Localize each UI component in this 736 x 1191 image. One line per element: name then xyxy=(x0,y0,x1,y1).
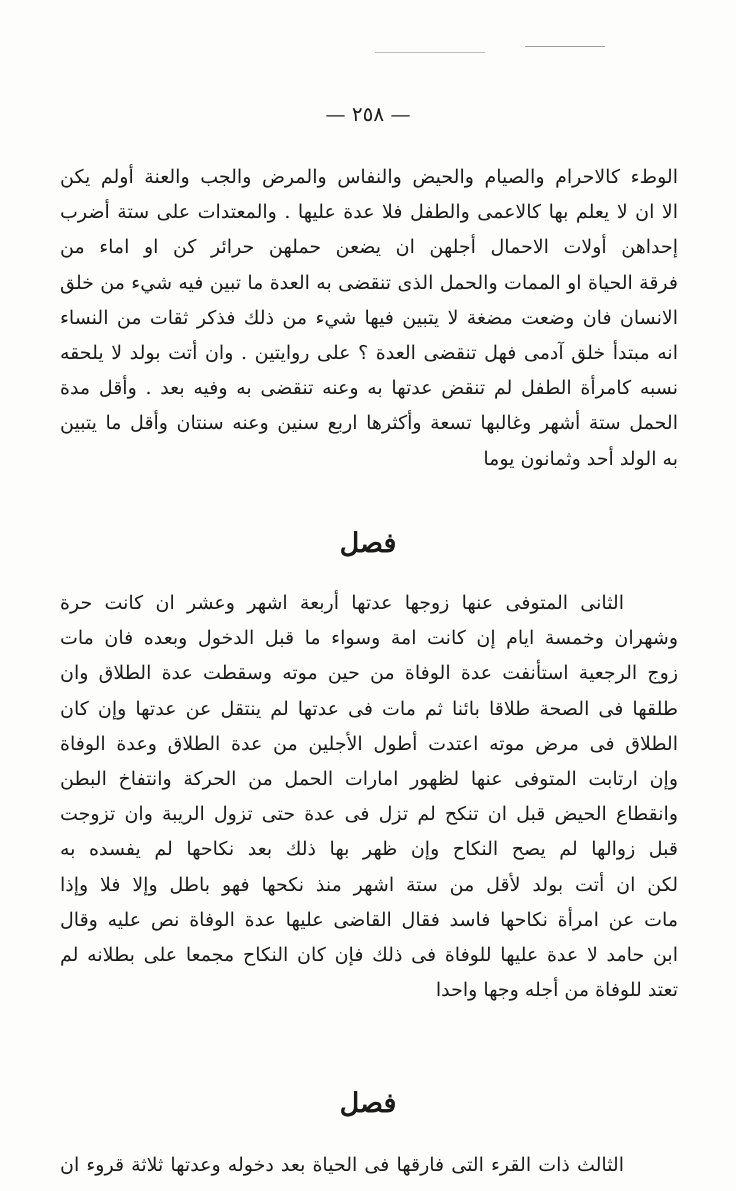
scan-mark-left xyxy=(375,52,485,53)
text-line: الانسان فان وضعت مضغة لا يتبين فيها شيء من ذلك فذكر ثقات من النساء xyxy=(60,306,678,329)
text-line: به الولد أحد وثمانون يوما xyxy=(483,447,678,470)
paragraph-2 xyxy=(60,586,678,1008)
text-line: الوطء كالاحرام والصيام والحيض والنفاس والمرض والجب والعنة أولم يكن xyxy=(60,166,678,188)
text-line: قبل زوالها لم يصح النكاح وإن ظهر بها ذلك بعد نكاحها لم يفسده به xyxy=(60,838,678,861)
page-number: — ٢٥٨ — xyxy=(325,102,411,126)
text-line: مات عن امرأة نكاحها فاسد فقال القاضى عليها عدة الوفاة نص عليه وقال xyxy=(60,908,678,931)
text-line: الثالث ذات القرء التى فارقها فى الحياة بعد دخوله وعدتها ثلاثة قروء ان xyxy=(60,1154,624,1176)
text-line: ابن حامد لا عدة عليها للوفاة فى ذلك فإن كان النكاح مجمعا على بطلانه لم xyxy=(60,943,678,966)
scan-mark-right xyxy=(525,46,605,47)
text-line: انه مبتدأ خلق آدمى فهل تنقضى العدة ؟ على روايتين . وان أتت بولد لا يلحقه xyxy=(60,341,678,364)
text-line: لكن ان أتت بولد لأقل من ستة اشهر منذ نكحها فهو باطل وإلا فلا وإذا xyxy=(60,873,678,896)
paragraph-3 xyxy=(60,1148,678,1183)
text-line: الحمل ستة أشهر وغالبها تسعة وأكثرها اربع سنين وعنه سنتان وأقل ما يتبين xyxy=(60,412,678,435)
text-line: وانقطاع الحيض قبل ان تنكح لم تزل فى عدة حتى تزول الريبة وان تزوجت xyxy=(60,803,678,826)
section-heading: فصل xyxy=(339,1088,397,1119)
text-line: تعتد للوفاة من أجله وجها واحدا xyxy=(435,979,678,1002)
text-line: وشهران وخمسة ايام إن كانت امة وسواء ما قبل الدخول وبعده فان مات xyxy=(60,627,678,650)
text-line: فرقة الحياة او الممات والحمل الذى تنقضى به العدة ما تبين فيه شيء من خلق xyxy=(60,271,678,294)
text-line: الا ان لا يعلم بها كالاعمى والطفل فلا عدة عليها . والمعتدات على ستة أضرب xyxy=(60,201,678,224)
text-line: الطلاق فى مرض موته اعتدت أطول الأجلين من عدة الطلاق وعدة الوفاة xyxy=(60,732,678,755)
text-line: إحداهن أولات الاحمال أجلهن ان يضعن حملهن حرائر كن او اماء من xyxy=(60,236,678,259)
text-line: وإن ارتابت المتوفى عنها لظهور امارات الحمل من الحركة وانتفاخ البطن xyxy=(60,767,678,790)
text-line: الثانى المتوفى عنها زوجها عدتها أربعة اشهر وعشر ان كانت حرة xyxy=(60,592,624,614)
text-line: نسبه كامرأة الطفل لم تنقض عدتها به وعنه تنقضى به وفيه بعد . وأقل مدة xyxy=(60,377,678,400)
text-line: طلقها فى الصحة طلاقا بائنا ثم مات فى عدتها لم ينتقل عن عدتها وإن كان xyxy=(60,697,678,720)
section-heading: فصل xyxy=(339,528,397,559)
paragraph-1 xyxy=(60,160,678,477)
text-line: زوج الرجعية استأنفت عدة الوفاة من حين موته وسقطت عدة الطلاق وان xyxy=(60,662,678,685)
